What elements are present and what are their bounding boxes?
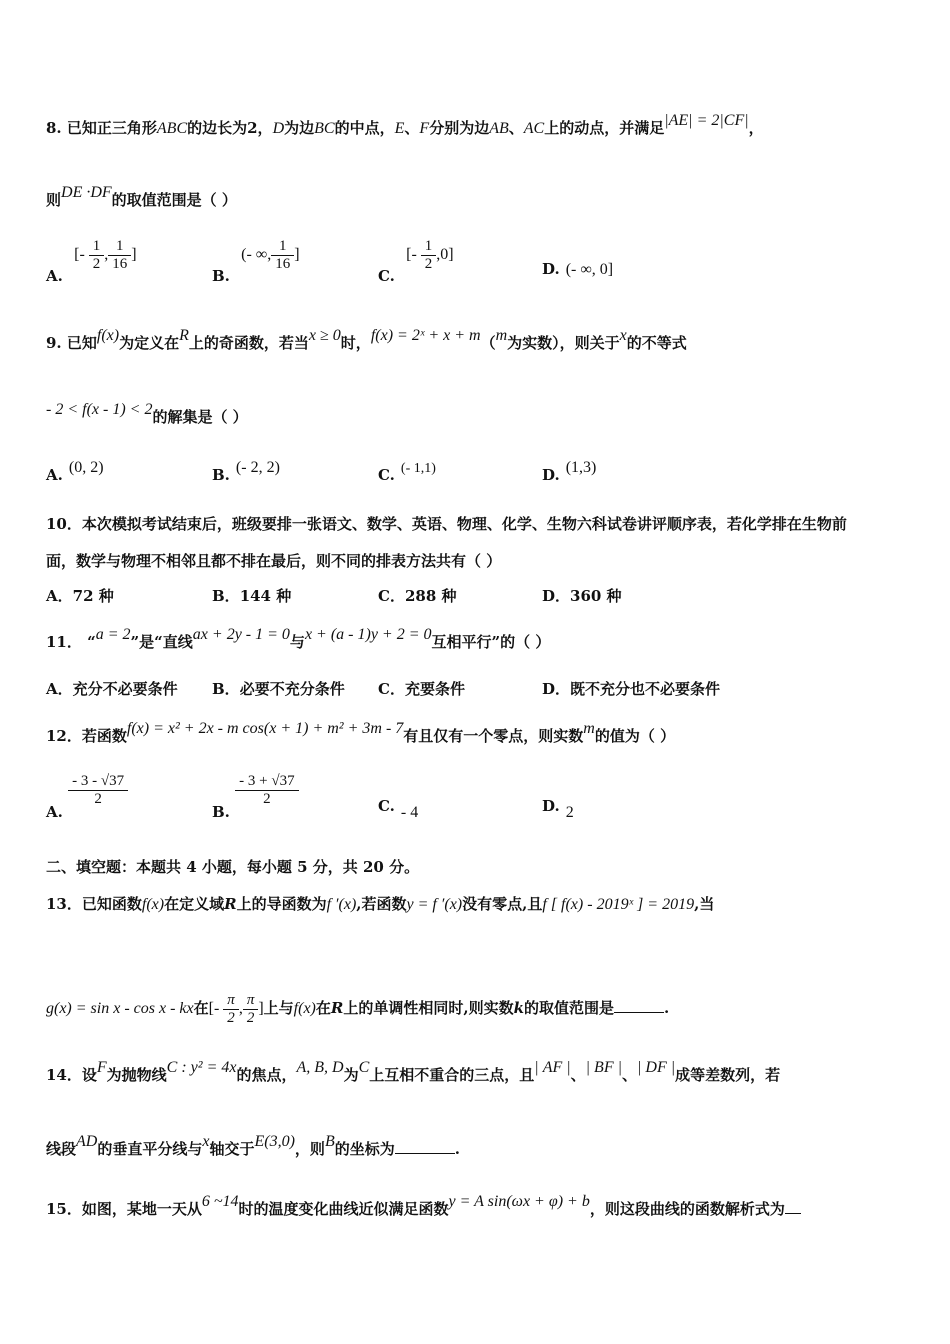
q11-option-d[interactable]: D．既不充分也不必要条件 bbox=[542, 680, 721, 698]
math-function: f(x) = x² + 2x - m cos(x + 1) + m² + 3m - 7 bbox=[126, 720, 404, 737]
math-inequality: - 2 < f(x - 1) < 2 bbox=[46, 401, 153, 418]
q10-option-c[interactable]: C．288 种 bbox=[378, 587, 457, 605]
q8-option-a[interactable]: A. [- $\frac{1}{2}$ , $\frac{1}{16}$ ] bbox=[46, 238, 137, 286]
q9-stem-line2: - 2 < f(x - 1) < 2的解集是（ ） bbox=[46, 401, 248, 426]
q10-option-d[interactable]: D．360 种 bbox=[542, 587, 622, 605]
q8-option-c[interactable]: C. [- $\frac{1}{2}$ ,0] bbox=[378, 238, 454, 286]
q15-stem: 15．如图，某地一天从6 ~14时的温度变化曲线近似满足函数y = A sin(ωx + φ) + b，则这段曲线的函数解析式为 bbox=[46, 1198, 801, 1219]
q11-option-b[interactable]: B．必要不充分条件 bbox=[212, 680, 345, 698]
math-abc: ABC bbox=[156, 120, 188, 137]
math-condition: |AE| = 2|CF| bbox=[664, 112, 749, 129]
math-condition: f [ f(x) - 2019ˣ ] = 2019 bbox=[542, 896, 695, 913]
q8-option-d[interactable]: D. (- ∞, 0] bbox=[542, 260, 614, 278]
q8-stem-line1: 8. 已知正三角形ABC的边长为2，D为边BC的中点，E、F分别为边AB、AC上的动点，并满足|AE| = 2|CF|， bbox=[46, 112, 764, 137]
q9-option-d[interactable]: D. (1,3) bbox=[542, 459, 597, 484]
q10-stem-line1: 10．本次模拟考试结束后，班级要排一张语文、数学、英语、物理、化学、生物六科试卷讲评顺序表，若化学排在生物前 bbox=[46, 515, 847, 533]
math-dot-product: DE ·DF bbox=[61, 184, 112, 201]
q11-stem: 11． “a = 2”是“直线ax + 2y - 1 = 0与x + (a - 1)y + 2 = 0互相平行”的（ ） bbox=[46, 626, 551, 651]
q11-option-a[interactable]: A．充分不必要条件 bbox=[46, 680, 178, 698]
q9-option-a[interactable]: A. (0, 2) bbox=[46, 459, 104, 484]
q12-option-a[interactable]: A. $\frac{- 3 - √37}{2}$ bbox=[46, 773, 128, 808]
q10-option-a[interactable]: A．72 种 bbox=[46, 587, 114, 605]
answer-blank[interactable] bbox=[785, 1213, 801, 1214]
answer-blank[interactable] bbox=[395, 1153, 455, 1154]
q14-stem-line1: 14．设F为抛物线C : y² = 4x的焦点，A, B, D为C上互相不重合的三点，且| AF |、| BF |、| DF |成等差数列，若 bbox=[46, 1059, 781, 1084]
q9-stem-line1: 9. 已知f(x)为定义在R上的奇函数，若当x ≥ 0时，f(x) = 2ˣ + x + m（m为实数），则关于x的不等式 bbox=[46, 327, 687, 352]
q8-stem-line2: 则DE ·DF的取值范围是（ ） bbox=[46, 184, 237, 209]
q9-option-b[interactable]: B. (- 2, 2) bbox=[212, 459, 280, 484]
q8-option-b[interactable]: B. (- ∞, $\frac{1}{16}$ ] bbox=[212, 238, 300, 286]
q11-option-c[interactable]: C．充要条件 bbox=[378, 680, 465, 698]
q10-stem-line2: 面，数学与物理不相邻且都不排在最后，则不同的排表方法共有（ ） bbox=[46, 552, 502, 570]
q13-stem-line1: 13．已知函数f(x)在定义域R上的导函数为f ′(x),若函数y = f ′(x)没有零点,且f [ f(x) - 2019ˣ ] = 2019,当 bbox=[46, 895, 715, 913]
q9-option-c[interactable]: C. (- 1,1) bbox=[378, 461, 436, 484]
q12-option-d[interactable]: D. 2 bbox=[542, 797, 574, 821]
q14-stem-line2: 线段AD的垂直平分线与x轴交于E(3,0)，则B的坐标为 . bbox=[46, 1133, 460, 1158]
q12-stem: 12．若函数f(x) = x² + 2x - m cos(x + 1) + m² + 3m - 7有且仅有一个零点，则实数m的值为（ ） bbox=[46, 720, 676, 745]
q10-option-b[interactable]: B．144 种 bbox=[212, 587, 292, 605]
q12-option-b[interactable]: B. $\frac{- 3 + √37}{2}$ bbox=[212, 773, 299, 808]
section-header-fill-in: 二、填空题：本题共 4 小题，每小题 5 分，共 20 分。 bbox=[46, 858, 420, 876]
answer-blank[interactable] bbox=[614, 1012, 664, 1013]
q12-option-c[interactable]: C. - 4 bbox=[378, 797, 419, 821]
q13-stem-line2: g(x) = sin x - cos x - kx在[- $\frac{\pi}{2}$ , $\frac{\pi}{2}$ ]上与f(x)在R上的单调性相同时,则实数k的取值范围是 . bbox=[46, 992, 670, 1026]
